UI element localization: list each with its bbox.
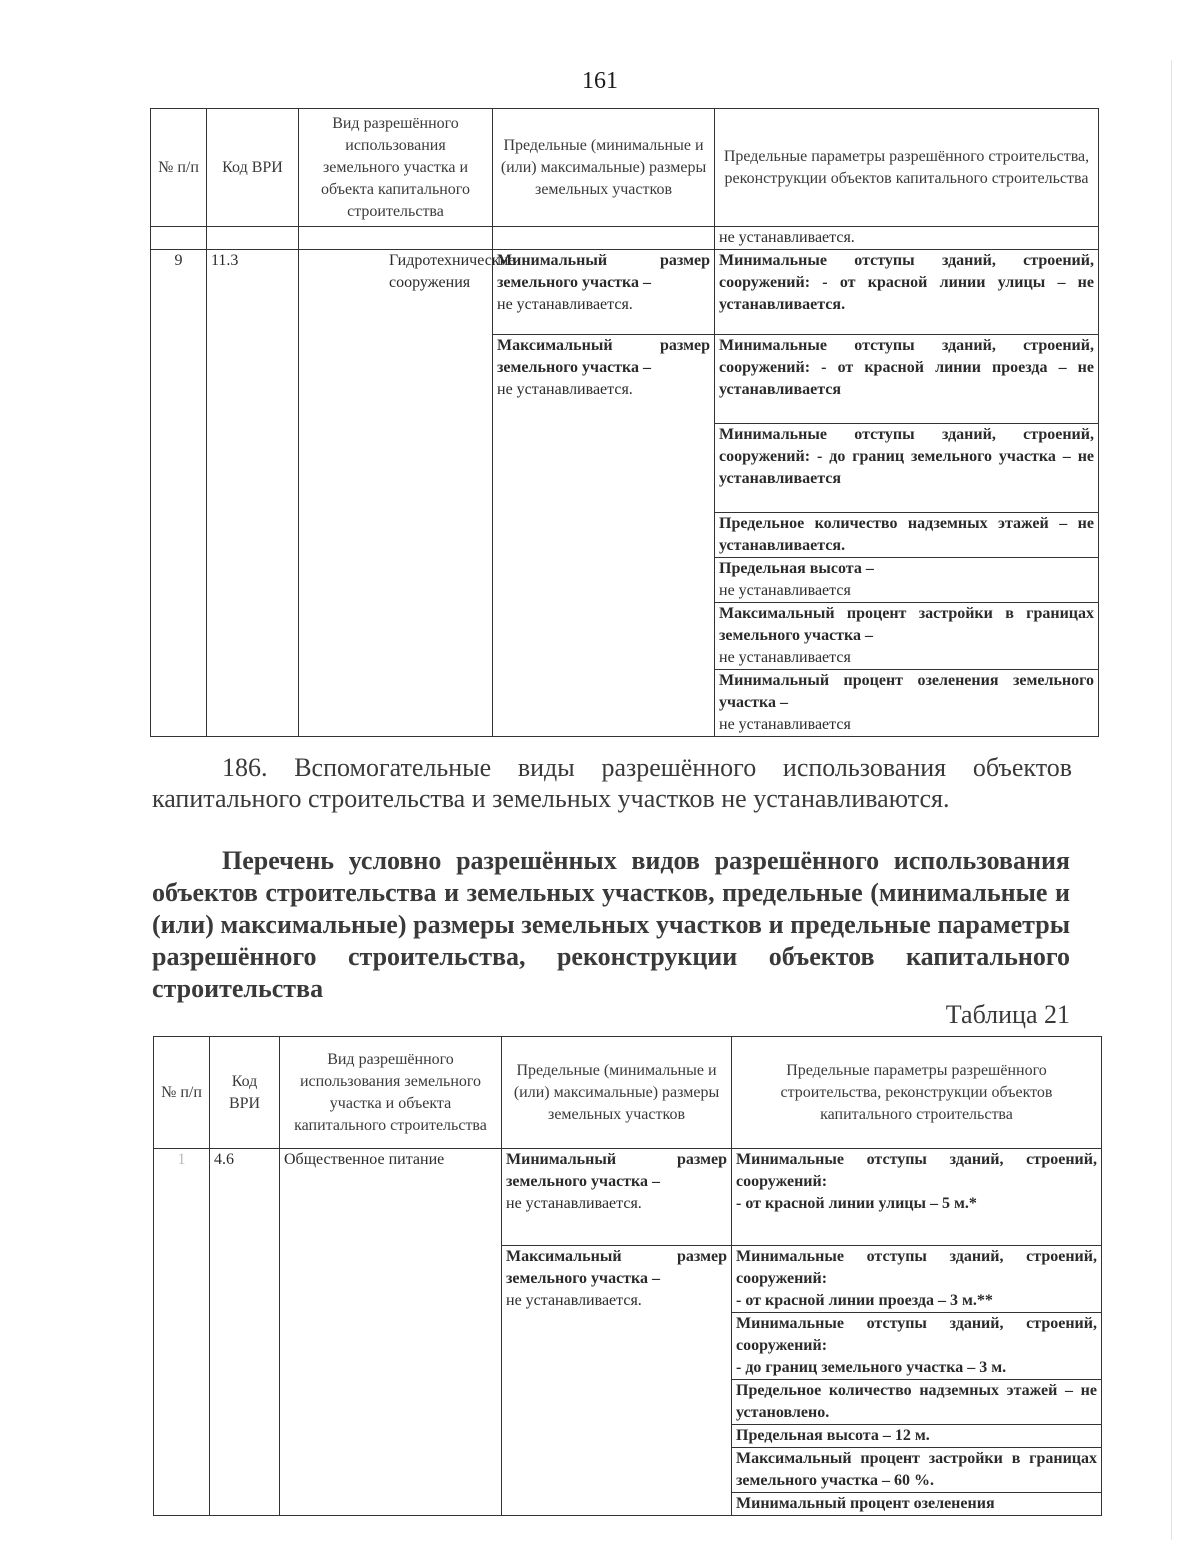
- param-text: не устанавливается: [719, 716, 851, 733]
- param-cell: [732, 1149, 1102, 1246]
- param-text: не устанавливается: [719, 582, 851, 599]
- carryover-text: не устанавливается.: [715, 227, 1099, 250]
- param-text: - до границ земельного участка – не устанавливается: [719, 448, 1095, 487]
- header-params: Предельные параметры разрешённого строительства, реконструкции объектов капитального строительства: [715, 109, 1099, 227]
- table-label: Таблица 21: [945, 1000, 1070, 1029]
- param-label: Минимальные отступы зданий, строений, сооружений:: [719, 252, 1094, 291]
- paragraph-186: [152, 752, 1072, 814]
- header-type: Вид разрешённого использования земельного участка и объекта капитального строительства: [299, 109, 493, 227]
- max-size-label: Максимальный размер земельного участка –: [506, 1248, 727, 1287]
- max-size-cell: [502, 1246, 732, 1516]
- max-size-value: не устанавливается.: [506, 1292, 642, 1309]
- param-label: Предельное количество надземных этажей – не установлено.: [736, 1382, 1097, 1421]
- max-size-label: Максимальный размер земельного участка –: [497, 337, 710, 376]
- param-cell: [732, 1493, 1102, 1516]
- param-label: Минимальный процент озеленения земельного участка –: [719, 672, 1094, 711]
- param-cell: [715, 513, 1099, 558]
- min-size-value: не устанавливается.: [506, 1195, 642, 1212]
- max-size-cell: [493, 335, 715, 737]
- param-cell: [732, 1380, 1102, 1425]
- param-label: Минимальный процент озеленения: [736, 1495, 995, 1512]
- param-cell: [715, 335, 1099, 424]
- param-cell: [715, 670, 1099, 737]
- param-cell: [732, 1425, 1102, 1448]
- header-num: № п/п: [154, 1037, 210, 1149]
- table-row: [154, 1149, 1102, 1246]
- param-cell: [715, 250, 1099, 335]
- section-heading-text: Перечень условно разрешённых видов разрешённого использования объектов строительства и земельных участков, предельные (минимальные и (или) максимальные) размеры земельных участков и предельные параметры разрешённого строительства, реконструкции объектов капитального строительства: [152, 846, 1070, 1003]
- scan-edge-line: [1171, 60, 1172, 1540]
- param-cell: [732, 1448, 1102, 1493]
- row-code: 4.6: [210, 1149, 280, 1516]
- param-label: Предельная высота – 12 м.: [736, 1427, 930, 1444]
- param-label: Предельное количество надземных этажей – не устанавливается.: [719, 515, 1094, 554]
- carryover-row: [151, 227, 1099, 250]
- table-header-row: [154, 1037, 1102, 1149]
- param-cell: [715, 424, 1099, 513]
- max-size-value: не устанавливается.: [497, 381, 633, 398]
- param-label: Предельная высота –: [719, 560, 874, 577]
- min-size-value: не устанавливается.: [497, 296, 633, 313]
- header-sizes: Предельные (минимальные и (или) максимальные) размеры земельных участков: [502, 1037, 732, 1149]
- param-cell: [732, 1313, 1102, 1380]
- row-type: Общественное питание: [280, 1149, 502, 1516]
- table-row: [151, 250, 1099, 335]
- param-label: Минимальные отступы зданий, строений, сооружений:: [736, 1151, 1097, 1190]
- row-num: 1: [154, 1149, 210, 1516]
- table-21: [153, 1036, 1102, 1516]
- param-label: Максимальный процент застройки в границах земельного участка – 60 %.: [736, 1450, 1097, 1489]
- min-size-label: Минимальный размер земельного участка –: [497, 252, 710, 291]
- header-num: № п/п: [151, 109, 207, 227]
- param-label: Минимальные отступы зданий, строений, сооружений:: [736, 1248, 1097, 1287]
- param-text: - от красной линии проезда – 3 м.**: [736, 1292, 993, 1309]
- param-text: - от красной линии улицы – не устанавливается.: [719, 274, 1095, 313]
- param-text: не устанавливается: [719, 649, 851, 666]
- param-cell: [732, 1246, 1102, 1313]
- header-sizes: Предельные (минимальные и (или) максимальные) размеры земельных участков: [493, 109, 715, 227]
- header-code: Код ВРИ: [207, 109, 299, 227]
- param-cell: [715, 558, 1099, 603]
- param-text: - от красной линии улицы – 5 м.*: [736, 1195, 977, 1212]
- param-label: Минимальные отступы зданий, строений, сооружений:: [719, 426, 1094, 465]
- row-num: 9: [151, 250, 207, 737]
- min-size-cell: [493, 250, 715, 335]
- section-heading: [152, 845, 1070, 1005]
- param-label: Максимальный процент застройки в границах земельного участка –: [719, 605, 1094, 644]
- page-number: 161: [582, 68, 618, 94]
- row-code: 11.3: [207, 250, 299, 737]
- header-type: Вид разрешённого использования земельного участка и объекта капитального строительства: [280, 1037, 502, 1149]
- table-header-row: [151, 109, 1099, 227]
- header-code: Код ВРИ: [210, 1037, 280, 1149]
- param-text: - до границ земельного участка – 3 м.: [736, 1359, 1007, 1376]
- table-continuation: [150, 108, 1099, 737]
- param-cell: [715, 603, 1099, 670]
- min-size-label: Минимальный размер земельного участка –: [506, 1151, 727, 1190]
- param-label: Минимальные отступы зданий, строений, сооружений:: [719, 337, 1094, 376]
- row-type: Гидротехнические сооружения: [299, 250, 493, 737]
- param-text: - от красной линии проезда – не устанавливается: [719, 359, 1095, 398]
- header-params: Предельные параметры разрешённого строительства, реконструкции объектов капитального строительства: [732, 1037, 1102, 1149]
- paragraph-186-text: 186. Вспомогательные виды разрешённого использования объектов капитального строительства и земельных участков не устанавливаются.: [152, 753, 1072, 813]
- min-size-cell: [502, 1149, 732, 1246]
- param-label: Минимальные отступы зданий, строений, сооружений:: [736, 1315, 1097, 1354]
